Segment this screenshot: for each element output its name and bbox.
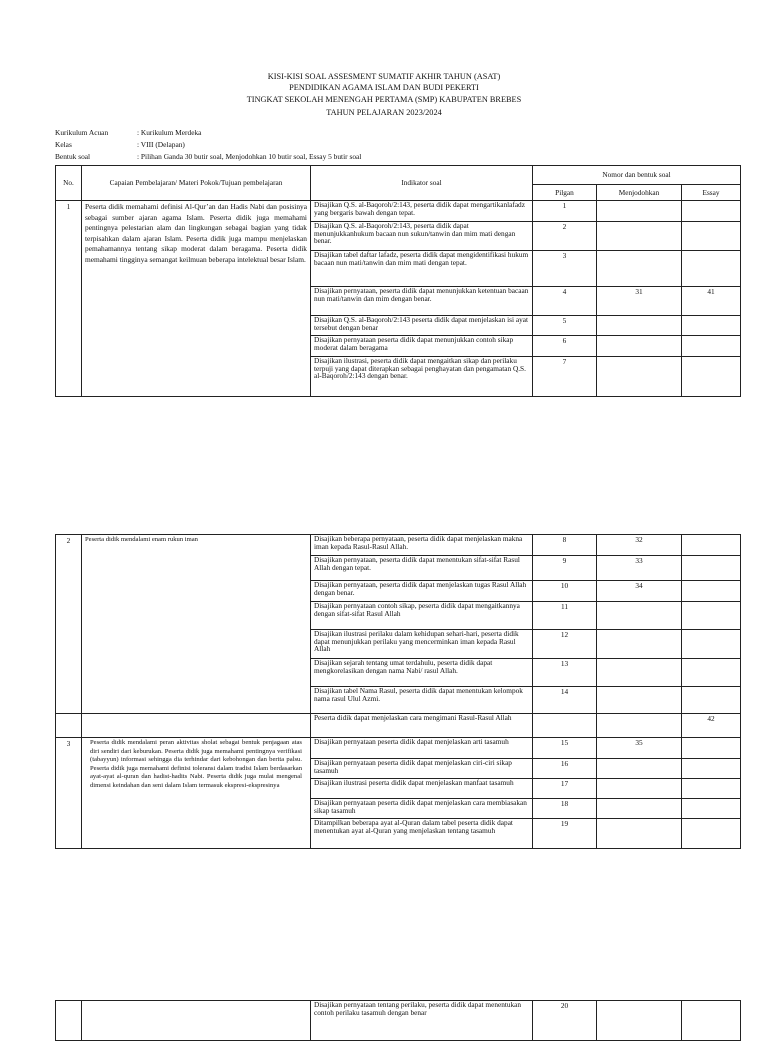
capaian-empty — [82, 714, 311, 738]
indikator-cell: Disajikan ilustrasi perilaku dalam kehidupan sehari-hari, peserta didik dapat menunjukkan perilaku yang mencerminkan iman kepada Rasul Allah — [311, 630, 533, 659]
menjodohkan-cell: 31 — [597, 287, 682, 316]
pilgan-cell: 15 — [533, 738, 597, 759]
menjodohkan-cell — [597, 251, 682, 287]
meta-kurikulum — [55, 128, 201, 138]
essay-cell — [682, 738, 741, 759]
header-no: No. — [56, 166, 82, 201]
pilgan-cell: 8 — [533, 535, 597, 556]
pilgan-cell: 18 — [533, 799, 597, 819]
doc-title-line-3: TINGKAT SEKOLAH MENENGAH PERTAMA (SMP) KABUPATEN BREBES — [246, 95, 522, 104]
essay-cell — [682, 251, 741, 287]
menjodohkan-cell — [597, 687, 682, 714]
indikator-cell: Disajikan pernyataan peserta didik dapat menjelaskan ciri-ciri sikap tasamuh — [311, 759, 533, 779]
row-number: 3 — [56, 738, 82, 849]
pilgan-cell: 19 — [533, 819, 597, 849]
row-number-empty — [56, 714, 82, 738]
essay-cell — [682, 659, 741, 687]
pilgan-cell: 4 — [533, 287, 597, 316]
menjodohkan-cell: 33 — [597, 556, 682, 581]
indikator-cell: Disajikan tabel daftar lafadz, peserta didik dapat mengidentifikasi hukum bacaan nun mati/tanwin dan mim mati dengan tepat. — [311, 251, 533, 287]
doc-title-line-4: TAHUN PELAJARAN 2023/2024 — [326, 108, 442, 117]
pilgan-cell: 6 — [533, 336, 597, 357]
indikator-cell: Disajikan pernyataan, peserta didik dapat menjelaskan tugas Rasul Allah dengan benar. — [311, 581, 533, 602]
menjodohkan-cell — [597, 357, 682, 397]
meta-value: : Kurikulum Merdeka — [137, 128, 202, 137]
meta-key: Kurikulum Acuan — [55, 128, 109, 137]
essay-cell — [682, 759, 741, 779]
header-essay: Essay — [682, 185, 741, 201]
indikator-cell: Disajikan ilustrasi, peserta didik dapat mengaitkan sikap dan perilaku terpuji yang dapat diterapkan sebagai penghayatan dan pengamatan Q.S. al-Baqoroh/2:143 dengan benar. — [311, 357, 533, 397]
meta-value: : VIII (Delapan) — [137, 140, 185, 149]
indikator-cell: Disajikan Q.S. al-Baqoroh/2:143, peserta didik dapat mengartikanlafadz yang bergaris bawah dengan tepat. — [311, 201, 533, 222]
menjodohkan-cell — [597, 602, 682, 630]
essay-cell — [682, 316, 741, 336]
indikator-cell: Ditampilkan beberapa ayat al-Quran dalam tabel peserta didik dapat menentukan ayat al-Quran yang menjelaskan tentang tasamuh — [311, 819, 533, 849]
header-nomor-bentuk: Nomor dan bentuk soal — [533, 166, 741, 185]
kisi-kisi-table-3 — [55, 1000, 741, 1041]
table-row — [56, 738, 741, 759]
essay-cell: 41 — [682, 287, 741, 316]
table-row — [56, 1001, 741, 1041]
pilgan-cell: 14 — [533, 687, 597, 714]
pilgan-cell: 10 — [533, 581, 597, 602]
essay-cell — [682, 556, 741, 581]
meta-kelas — [55, 140, 185, 150]
essay-cell — [682, 799, 741, 819]
pilgan-cell: 5 — [533, 316, 597, 336]
essay-cell — [682, 336, 741, 357]
essay-cell — [682, 819, 741, 849]
menjodohkan-cell — [597, 799, 682, 819]
indikator-cell: Disajikan pernyataan contoh sikap, peserta didik dapat mengaitkannya dengan sifat-sifat Rasul Allah — [311, 602, 533, 630]
pilgan-cell: 13 — [533, 659, 597, 687]
menjodohkan-cell — [597, 222, 682, 251]
capaian-text: Peserta didik mendalami peran aktivitas sholat sebagai bentuk penjagaan atas diri sendiri dari keburukan. Peserta didik juga memahami pentingnya verifikasi (tabayyun) informasi sehingga dia terhindar dari kebohongan dan berita palsu. Peserta didik juga memahami definisi toleransi dalam tradisi Islam berdasarkan ayat-ayat al-quran dan hadist-hadits Nabi. Peserta didik juga mulai mengenal dimensi keindahan dan seni dalam Islam termasuk ekspresi-ekspresinya — [82, 738, 311, 849]
pilgan-cell: 7 — [533, 357, 597, 397]
menjodohkan-cell — [597, 630, 682, 659]
menjodohkan-cell — [597, 1001, 682, 1041]
table-row — [56, 201, 741, 222]
essay-cell — [682, 602, 741, 630]
menjodohkan-cell — [597, 659, 682, 687]
menjodohkan-cell: 34 — [597, 581, 682, 602]
pilgan-cell: 17 — [533, 779, 597, 799]
essay-cell — [682, 581, 741, 602]
pilgan-cell: 16 — [533, 759, 597, 779]
pilgan-cell: 1 — [533, 201, 597, 222]
table-row — [56, 714, 741, 738]
indikator-cell: Disajikan pernyataan peserta didik dapat menunjukkan contoh sikap moderat dalam beragama — [311, 336, 533, 357]
menjodohkan-cell: 35 — [597, 738, 682, 759]
row-number: 2 — [56, 535, 82, 714]
pilgan-cell: 11 — [533, 602, 597, 630]
essay-cell — [682, 687, 741, 714]
menjodohkan-cell: 32 — [597, 535, 682, 556]
capaian-text: Peserta didik memahami definisi Al-Qur’an dan Hadis Nabi dan posisinya sebagai sumber ajaran agama Islam. Peserta didik juga memahami pentingnya pelestarian alam dan lingkungan sebagai bagian yang tidak terpisahkan dalam ajaran Islam. Peserta didik juga mampu menjelaskan pemahamannya tentang sikap moderat dalam beragama. Peserta didik memahami tingginya semangat keilmuan beberapa intelektual besar Islam. — [82, 201, 311, 397]
pilgan-cell: 3 — [533, 251, 597, 287]
doc-title-line-1: KISI-KISI SOAL ASSESMENT SUMATIF AKHIR TAHUN (ASAT) — [267, 72, 501, 81]
row-number-empty — [56, 1001, 82, 1041]
doc-title-line-2: PENDIDIKAN AGAMA ISLAM DAN BUDI PEKERTI — [289, 83, 479, 92]
kisi-kisi-table-1 — [55, 165, 741, 397]
essay-cell — [682, 535, 741, 556]
header-menjodohkan: Menjodohkan — [597, 185, 682, 201]
menjodohkan-cell — [597, 336, 682, 357]
menjodohkan-cell — [597, 714, 682, 738]
pilgan-cell — [533, 714, 597, 738]
indikator-cell: Disajikan sejarah tentang umat terdahulu, peserta didik dapat mengkorelasikan dengan nama Nabi/ rasul Allah. — [311, 659, 533, 687]
header-capaian: Capaian Pembelajaran/ Materi Pokok/Tujuan pembelajaran — [82, 166, 311, 201]
kisi-kisi-table-2 — [55, 534, 741, 849]
indikator-cell: Disajikan ilustrasi peserta didik dapat menjelaskan manfaat tasamuh — [311, 779, 533, 799]
menjodohkan-cell — [597, 759, 682, 779]
header-pilgan: Pilgan — [533, 185, 597, 201]
indikator-cell: Disajikan pernyataan peserta didik dapat menjelaskan arti tasamuh — [311, 738, 533, 759]
meta-bentuk-soal — [55, 152, 361, 162]
essay-cell — [682, 630, 741, 659]
capaian-text: Peserta didik mendalami enam rukun iman — [82, 535, 311, 714]
meta-value: : Pilihan Ganda 30 butir soal, Menjodohkan 10 butir soal, Essay 5 butir soal — [137, 152, 362, 161]
essay-cell — [682, 201, 741, 222]
menjodohkan-cell — [597, 779, 682, 799]
essay-cell — [682, 779, 741, 799]
meta-key: Kelas — [55, 140, 72, 149]
table-row — [56, 535, 741, 556]
indikator-cell: Disajikan pernyataan, peserta didik dapat menentukan sifat-sifat Rasul Allah dengan tepat. — [311, 556, 533, 581]
menjodohkan-cell — [597, 819, 682, 849]
indikator-cell: Peserta didik dapat menjelaskan cara mengimani Rasul-Rasul Allah — [311, 714, 533, 738]
essay-cell: 42 — [682, 714, 741, 738]
essay-cell — [682, 1001, 741, 1041]
pilgan-cell: 12 — [533, 630, 597, 659]
indikator-cell: Disajikan pernyataan, peserta didik dapat menunjukkan ketentuan bacaan nun mati/tanwin dan mim dengan benar. — [311, 287, 533, 316]
indikator-cell: Disajikan Q.S. al-Baqoroh/2:143, peserta didik dapat menunjukkanhukum bacaan nun sukun/tanwin dan mim mati dengan benar. — [311, 222, 533, 251]
indikator-cell: Disajikan Q.S. al-Baqoroh/2:143 peserta didik dapat menjelaskan isi ayat tersebut dengan benar — [311, 316, 533, 336]
pilgan-cell: 2 — [533, 222, 597, 251]
indikator-cell: Disajikan pernyataan tentang perilaku, peserta didik dapat menentukan contoh perilaku tasamuh dengan benar — [311, 1001, 533, 1041]
pilgan-cell: 20 — [533, 1001, 597, 1041]
meta-key: Bentuk soal — [55, 152, 91, 161]
menjodohkan-cell — [597, 201, 682, 222]
header-indikator: Indikator soal — [311, 166, 533, 201]
indikator-cell: Disajikan tabel Nama Rasul, peserta didik dapat menentukan kelompok nama rasul Ulul Azmi. — [311, 687, 533, 714]
row-number: 1 — [56, 201, 82, 397]
indikator-cell: Disajikan beberapa pernyataan, peserta didik dapat menjelaskan makna iman kepada Rasul-Rasul Allah. — [311, 535, 533, 556]
pilgan-cell: 9 — [533, 556, 597, 581]
indikator-cell: Disajikan pernyataan peserta didik dapat menjelaskan cara membiasakan sikap tasamuh — [311, 799, 533, 819]
capaian-empty — [82, 1001, 311, 1041]
essay-cell — [682, 222, 741, 251]
essay-cell — [682, 357, 741, 397]
menjodohkan-cell — [597, 316, 682, 336]
